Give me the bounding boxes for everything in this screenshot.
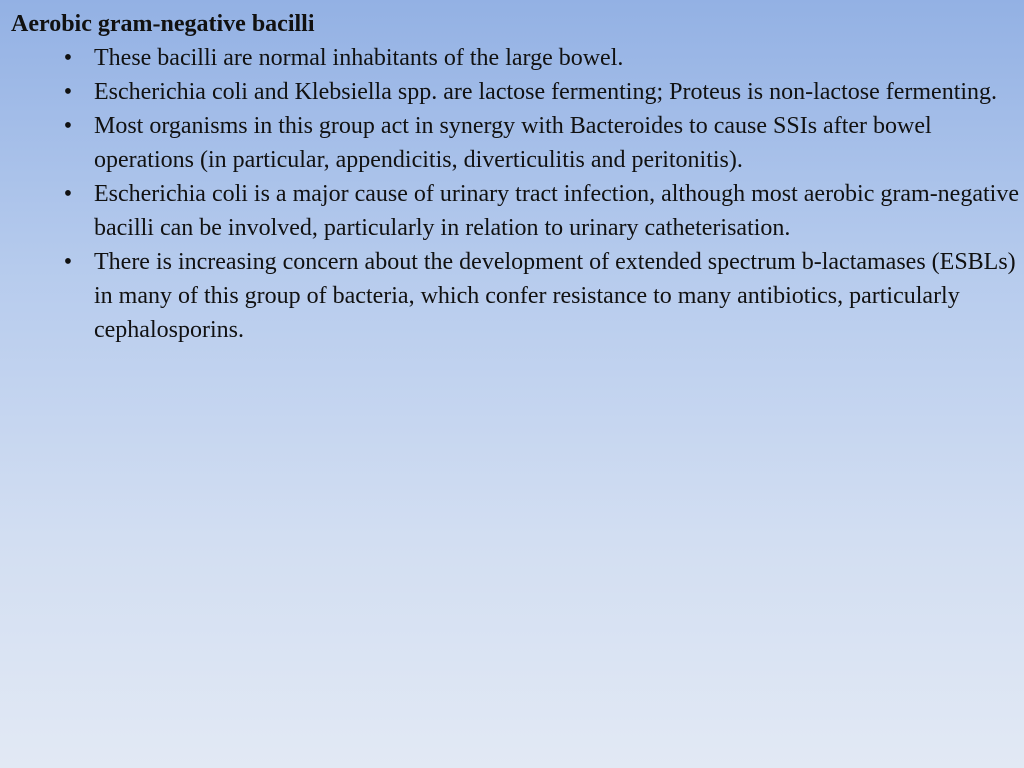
bullet-item — [63, 109, 1019, 177]
bullet-item — [63, 75, 1019, 109]
bullet-text: Most organisms in this group act in synergy with Bacteroides to cause SSIs after bowel operations (in particular, appendicitis, diverticulitis and peritonitis). — [94, 113, 932, 173]
bullet-dot-icon: • — [63, 249, 73, 275]
bullet-item — [63, 177, 1019, 245]
bullet-text: There is increasing concern about the development of extended spectrum b-lactamases (ESBLs) in many of this group of bacteria, which confer resistance to many antibiotics, particularly cephalosporins. — [94, 249, 1016, 343]
bullet-item — [63, 245, 1019, 347]
bullet-list — [63, 41, 1019, 347]
bullet-text: Escherichia coli and Klebsiella spp. are lactose fermenting; Proteus is non-lactose fermenting. — [94, 79, 998, 105]
bullet-text: These bacilli are normal inhabitants of the large bowel. — [94, 45, 624, 71]
bullet-dot-icon: • — [63, 79, 73, 105]
bullet-dot-icon: • — [63, 181, 73, 207]
bullet-dot-icon: • — [63, 113, 73, 139]
bullet-item — [63, 41, 1019, 75]
bullet-text: Escherichia coli is a major cause of urinary tract infection, although most aerobic gram-negative bacilli can be involved, particularly in relation to urinary catheterisation. — [94, 181, 1019, 241]
bullet-dot-icon: • — [63, 45, 73, 71]
slide-title: Aerobic gram-negative bacilli — [11, 11, 315, 37]
